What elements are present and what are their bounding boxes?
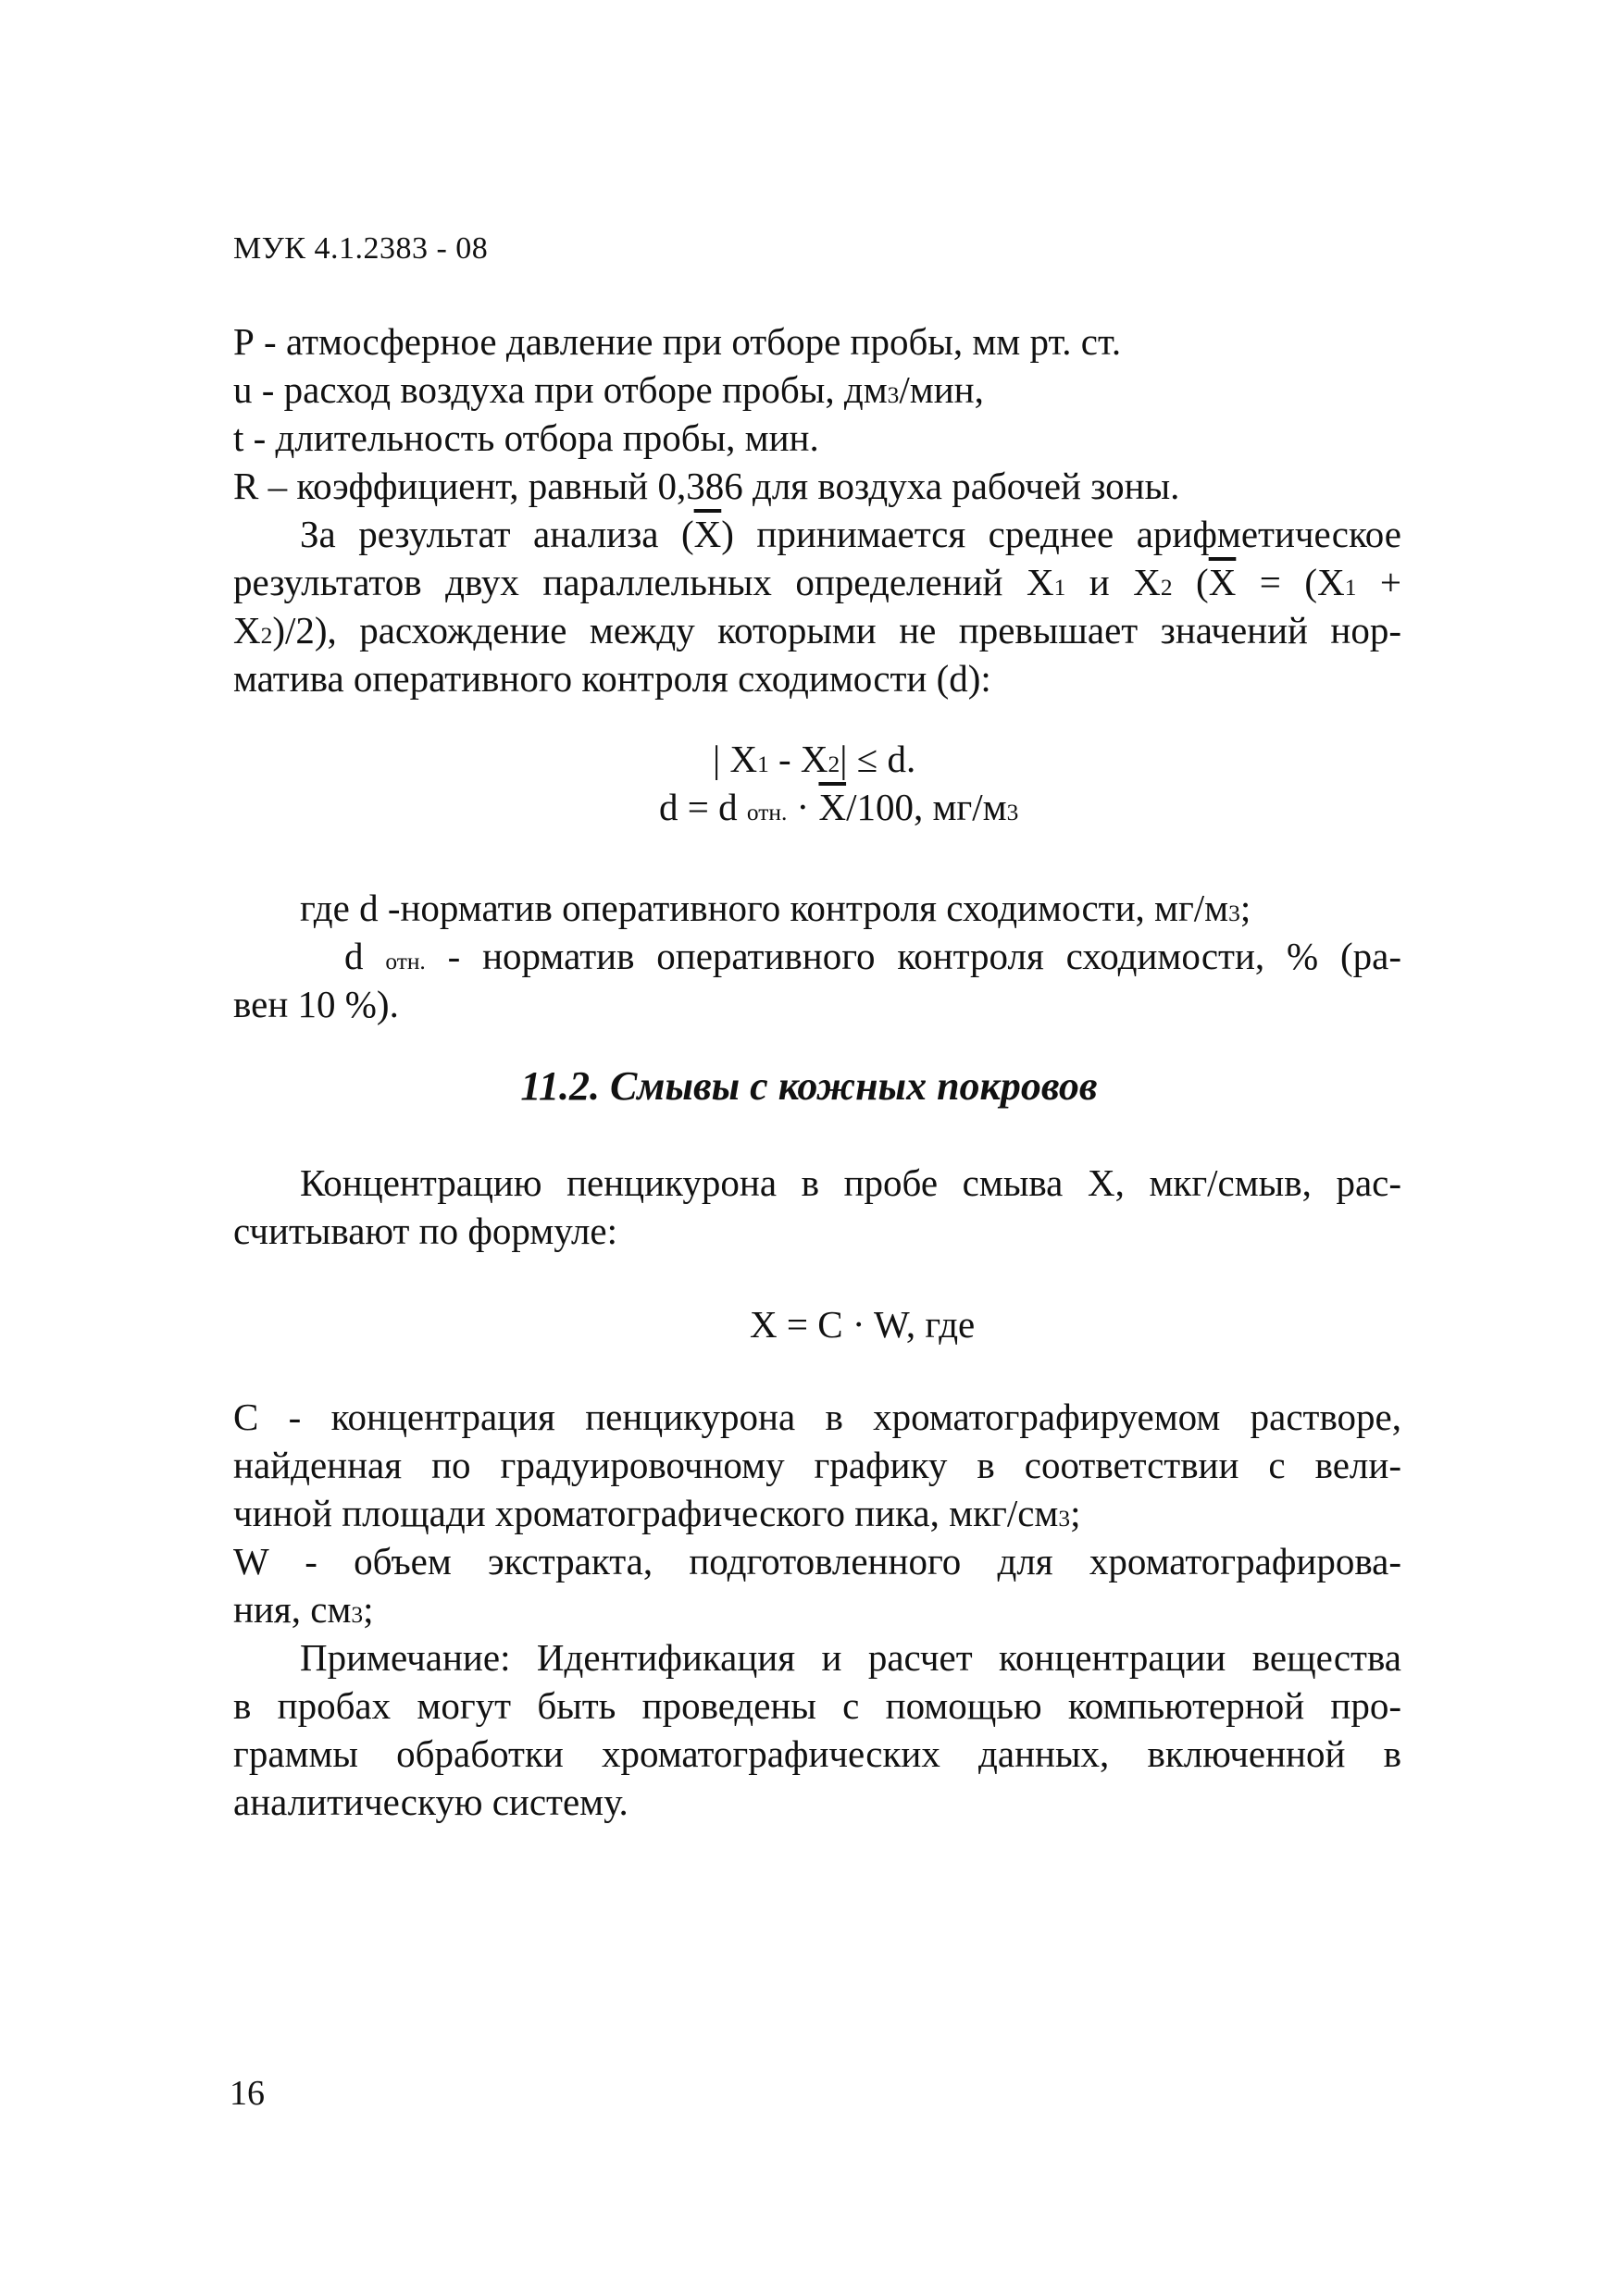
formula-d: d = d $_{отн.} \cdot \overline{X}/100$, $мг/м^3$ xyxy=(659,786,1019,828)
note-line-3: граммы обработки хроматографических данных, включенной в xyxy=(233,1732,1401,1775)
def-d-otn-cont: вен 10 %). xyxy=(233,983,399,1025)
result-line-2: результатов двух параллельных определений $X_1$ и $X_2$ ($\overline{X} = (X_1$ + xyxy=(233,561,1402,603)
document-code-header xyxy=(233,231,488,267)
formula-difference: | $X_1 - X_2| \le d$. xyxy=(713,738,916,780)
note-line-1: Примечание: Идентификация и расчет концентрации вещества xyxy=(300,1636,1401,1679)
note-line-4: аналитическую систему. xyxy=(233,1781,629,1823)
section-heading: 11.2. Смывы с кожных покровов xyxy=(520,1063,1098,1109)
def-d-otn: d $_{отн.}$ - норматив оперативного контроля сходимости, % (ра- xyxy=(344,935,1401,977)
note-line-2: в пробах могут быть проведены с помощью компьютерной про- xyxy=(233,1684,1401,1727)
def-c-line-1: C - концентрация пенцикурона в хроматографируемом растворе, xyxy=(233,1396,1401,1438)
def-c-line-2: найденная по градуировочному графику в соответствии с вели- xyxy=(233,1444,1401,1486)
formula-wash: X = C · W, где xyxy=(750,1303,976,1346)
wash-definitions xyxy=(233,1393,1401,1633)
wash-intro xyxy=(233,1159,1401,1255)
def-p: Р - атмосферное давление при отборе пробы, мм рт. ст. xyxy=(233,320,1122,363)
intro-line-2: считывают по формуле: xyxy=(233,1210,618,1252)
air-definitions xyxy=(233,317,1401,510)
def-u: u - расход воздуха при отборе пробы, $дм^3$/мин, xyxy=(233,368,984,411)
note-paragraph xyxy=(233,1633,1401,1826)
result-line-3: $X_2)/2$), расхождение между которыми не превышает значений нор- xyxy=(233,609,1401,652)
def-t: t - длительность отбора пробы, мин. xyxy=(233,416,819,459)
result-paragraph xyxy=(233,510,1401,702)
intro-line-1: Концентрацию пенцикурона в пробе смыва X, мкг/смыв, рас- xyxy=(300,1161,1401,1204)
def-c-line-3: чиной площади хроматографического пика, мкг/$см^3$; xyxy=(233,1492,1081,1534)
d-definitions xyxy=(233,884,1401,1028)
def-d: где d -норматив оперативного контроля сходимости, $мг/м^3$; xyxy=(300,887,1251,929)
result-line-4: матива оперативного контроля сходимости (d): xyxy=(233,657,991,700)
def-w-line-1: W - объем экстракта, подготовленного для хроматографирова- xyxy=(233,1540,1401,1582)
header-code-text: МУК 4.1.2383 - 08 xyxy=(233,231,489,266)
result-line-1: За результат анализа $(\overline{X})$ принимается среднее арифметическое xyxy=(300,513,1401,555)
def-r: R – коэффициент, равный 0,386 для воздуха рабочей зоны. xyxy=(233,465,1180,507)
page-number: 16 xyxy=(230,2074,265,2113)
def-w-line-2: ния, $см^3$; xyxy=(233,1588,374,1631)
